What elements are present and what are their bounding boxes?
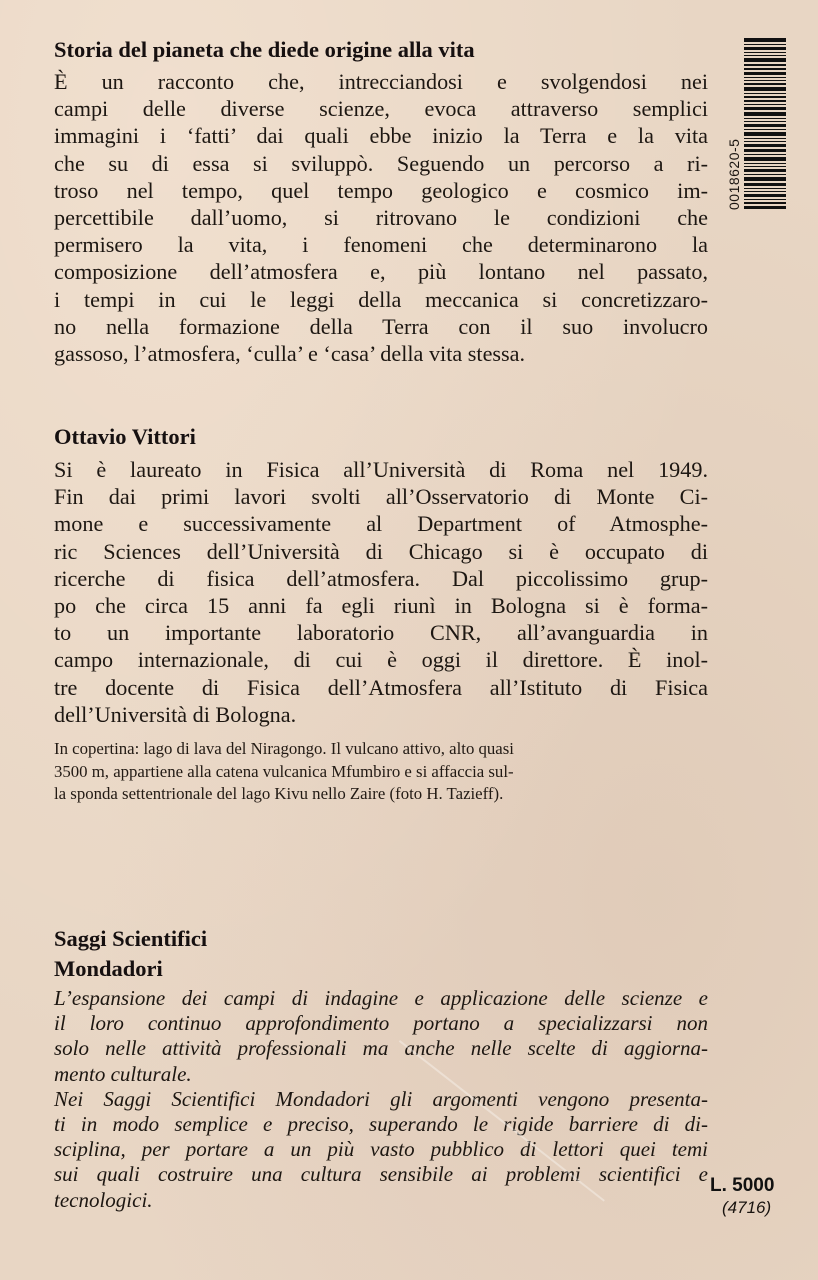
series-line: solo nelle attività professionali ma anche nelle scelte di aggiorna- [54,1036,708,1061]
series-description [54,986,708,1213]
barcode-bar [744,129,786,130]
cover-caption-line: la sponda settentrionale del lago Kivu nello Zaire (foto H. Tazieff). [54,784,504,804]
barcode-bar [744,202,786,203]
author-bio-line: tre docente di Fisica dell’Atmosfera all’Istituto di Fisica [54,674,708,700]
series-line: sciplina, per portare a un più vasto pubblico di lettori quei temi [54,1137,708,1162]
barcode-bar [744,191,786,192]
barcode-bar [744,138,786,139]
synopsis-text [54,68,708,367]
synopsis-line: permisero la vita, i fenomeni che determinarono la [54,232,708,258]
price: L. 5000 [710,1175,775,1196]
series-line: il loro continuo approfondimento portano a specializzarsi non [54,1011,708,1036]
barcode-bar [744,177,786,181]
synopsis-line: campi delle diverse scienze, evoca attraverso semplici [54,96,708,122]
barcode-bar [744,194,786,197]
barcode-bar [744,199,786,200]
barcode-bar [744,80,786,81]
barcode-bar [744,166,786,167]
barcode-bar [744,144,786,147]
barcode-bar [744,206,786,210]
barcode-bar [744,154,786,155]
series-line: ti in modo semplice e preciso, superando le rigide barriere di di- [54,1112,708,1137]
barcode-bar [744,96,786,99]
cover-caption [54,738,654,806]
barcode-bar [744,149,786,152]
barcode-bar [744,104,786,105]
barcode-bar [744,83,786,84]
barcode-bar [744,93,786,94]
barcode-bar [744,55,786,56]
author-bio-line: mone e successivamente al Department of Atmosphe- [54,511,708,537]
series-publisher: Mondadori [54,956,163,981]
author-bio-line: dell’Università di Bologna. [54,701,297,727]
barcode-number: 0018620-5 [726,138,742,210]
author-bio-line: ricerche di fisica dell’atmosfera. Dal piccolissimo grup- [54,565,708,591]
series-title: Saggi Scientifici [54,926,208,951]
synopsis-line: troso nel tempo, quel tempo geologico e cosmico im- [54,177,708,203]
synopsis-line: composizione dell’atmosfera e, più lontano nel passato, [54,259,708,285]
barcode-bar [744,188,786,189]
barcode-bar [744,169,786,172]
author-name: Ottavio Vittori [54,424,196,449]
author-bio [54,456,708,728]
synopsis-line: che su di essa si sviluppò. Seguendo un percorso a ri- [54,150,708,176]
synopsis-line: i tempi in cui le leggi della meccanica si concretizzaro- [54,286,708,312]
series-line: Nei Saggi Scientifici Mondadori gli argomenti vengono presenta- [54,1086,708,1111]
series-line: tecnologici. [54,1187,153,1212]
barcode-bar [744,52,786,53]
barcode-bar [744,174,786,175]
barcode-bar [744,72,786,75]
synopsis-line: immagini i ‘fatti’ dai quali ebbe inizio la Terra e la vita [54,123,708,149]
barcode-bar [744,141,786,142]
barcode-bar [744,112,786,116]
author-bio-line: ric Sciences dell’Università di Chicago si è occupato di [54,538,708,564]
barcode-bar [744,47,786,50]
barcode-icon [744,38,786,210]
synopsis-title: Storia del pianeta che diede origine alla vita [54,37,475,62]
barcode-bar [744,163,786,164]
series-line: L’espansione dei campi di indagine e applicazione delle scienze e [54,986,708,1010]
cover-caption-line: 3500 m, appartiene alla catena vulcanica Mfumbiro e si affaccia sul- [54,761,514,781]
barcode-bar [744,100,786,101]
author-bio-line: to un importante laboratorio CNR, all’avanguardia in [54,620,708,646]
barcode-bar [744,107,786,110]
barcode-bar [744,157,786,161]
author-bio-line: campo internazionale, di cui è oggi il direttore. È inol- [54,647,708,673]
author-bio-line: po che circa 15 anni fa egli riunì in Bologna si è forma- [54,593,708,619]
barcode-bar [744,132,786,136]
series-line: sui quali costruire una cultura sensibile ai problemi scientifici e [54,1162,708,1187]
author-bio-line: Fin dai primi lavori svolti all’Osservatorio di Monte Ci- [54,484,708,510]
barcode-bar [744,64,786,65]
barcode-bar [744,68,786,71]
barcode-bar [744,87,786,91]
barcode-bar [744,183,786,186]
series-line: mento culturale. [54,1061,192,1086]
barcode-bar [744,77,786,78]
cover-caption-line: In copertina: lago di lava del Niragongo. Il vulcano attivo, alto quasi [54,739,514,758]
synopsis-line: È un racconto che, intrecciandosi e svolgendosi nei [54,69,708,94]
barcode-bar [744,58,786,62]
barcode-bar [744,44,786,45]
barcode-bar [744,124,786,127]
synopsis-line: no nella formazione della Terra con il suo involucro [54,313,708,339]
synopsis-line: gassoso, l’atmosfera, ‘culla’ e ‘casa’ della vita stessa. [54,341,526,367]
barcode-bar [744,118,786,119]
synopsis-line: percettibile dall’uomo, si ritrovano le condizioni che [54,205,708,231]
price-code: (4716) [722,1198,772,1217]
barcode-bar [744,38,786,42]
author-bio-line: Si è laureato in Fisica all’Università di Roma nel 1949. [54,457,708,482]
barcode-bar [744,121,786,122]
